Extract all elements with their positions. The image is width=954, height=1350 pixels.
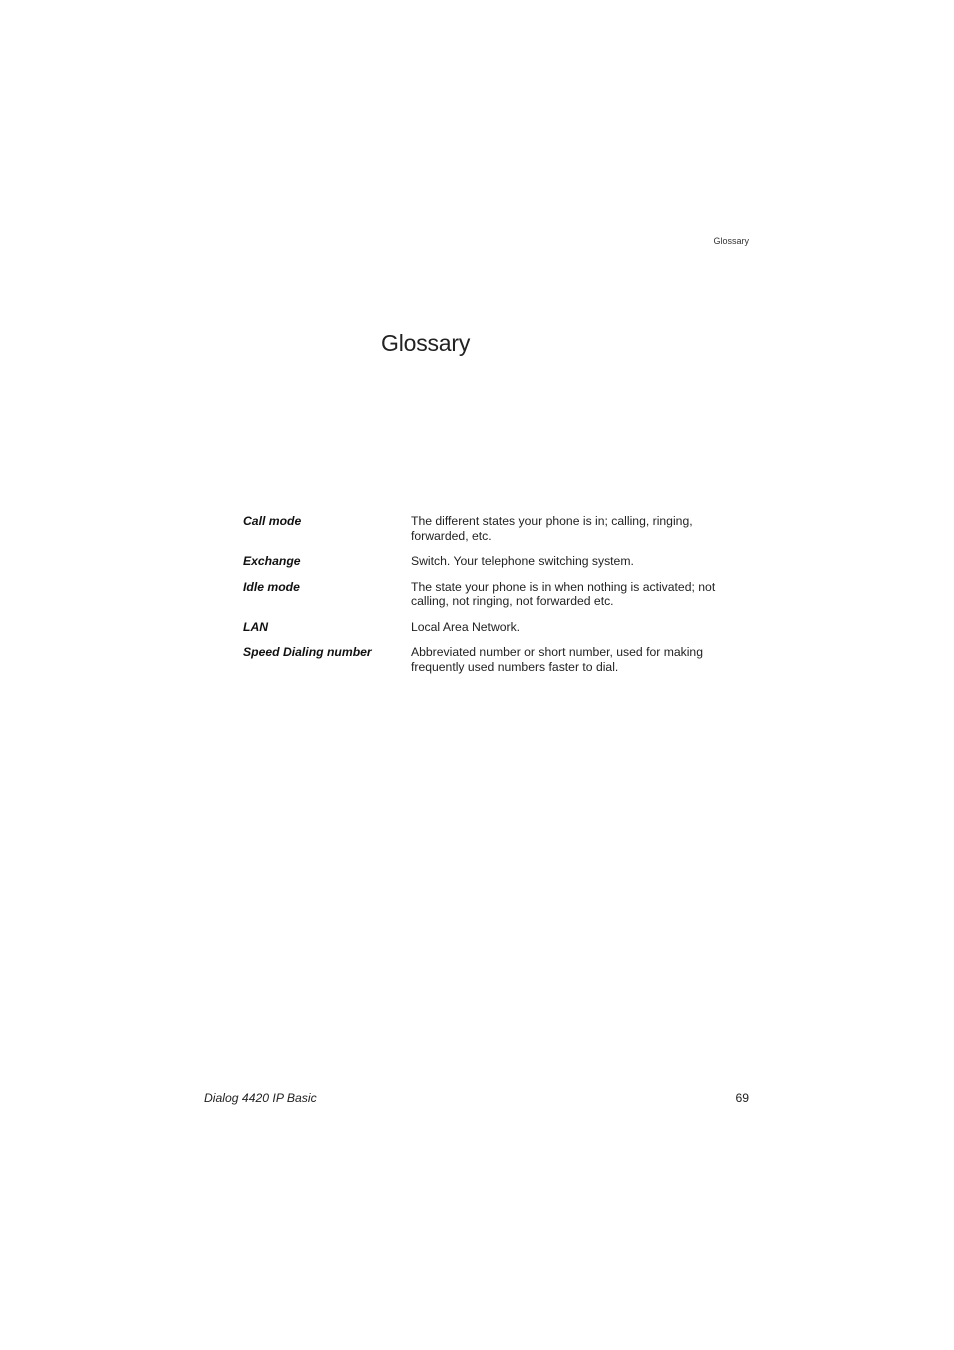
glossary-entry (243, 514, 743, 543)
page-title: Glossary (381, 330, 471, 356)
glossary-definition: Switch. Your telephone switching system. (411, 554, 634, 568)
glossary-definition: The state your phone is in when nothing is activated; not calling, not ringing, not forwarded etc. (411, 579, 716, 608)
glossary-definition: Local Area Network. (411, 619, 521, 634)
footer-page-number: 69 (735, 1091, 749, 1105)
glossary-entry (243, 620, 743, 635)
glossary-entry (243, 580, 743, 609)
glossary-entry (243, 645, 743, 674)
glossary-term: LAN (243, 619, 269, 634)
glossary-definition: The different states your phone is in; calling, ringing, forwarded, etc. (411, 514, 693, 543)
glossary-list (243, 514, 743, 685)
glossary-term: Idle mode (243, 579, 300, 594)
glossary-term: Call mode (243, 514, 302, 528)
glossary-term: Speed Dialing number (243, 645, 372, 659)
glossary-term: Exchange (243, 554, 301, 568)
glossary-entry (243, 554, 743, 569)
running-header: Glossary (713, 236, 749, 246)
footer-document-title: Dialog 4420 IP Basic (204, 1091, 317, 1105)
glossary-definition: Abbreviated number or short number, used for making frequently used numbers faster to dial. (411, 645, 703, 674)
